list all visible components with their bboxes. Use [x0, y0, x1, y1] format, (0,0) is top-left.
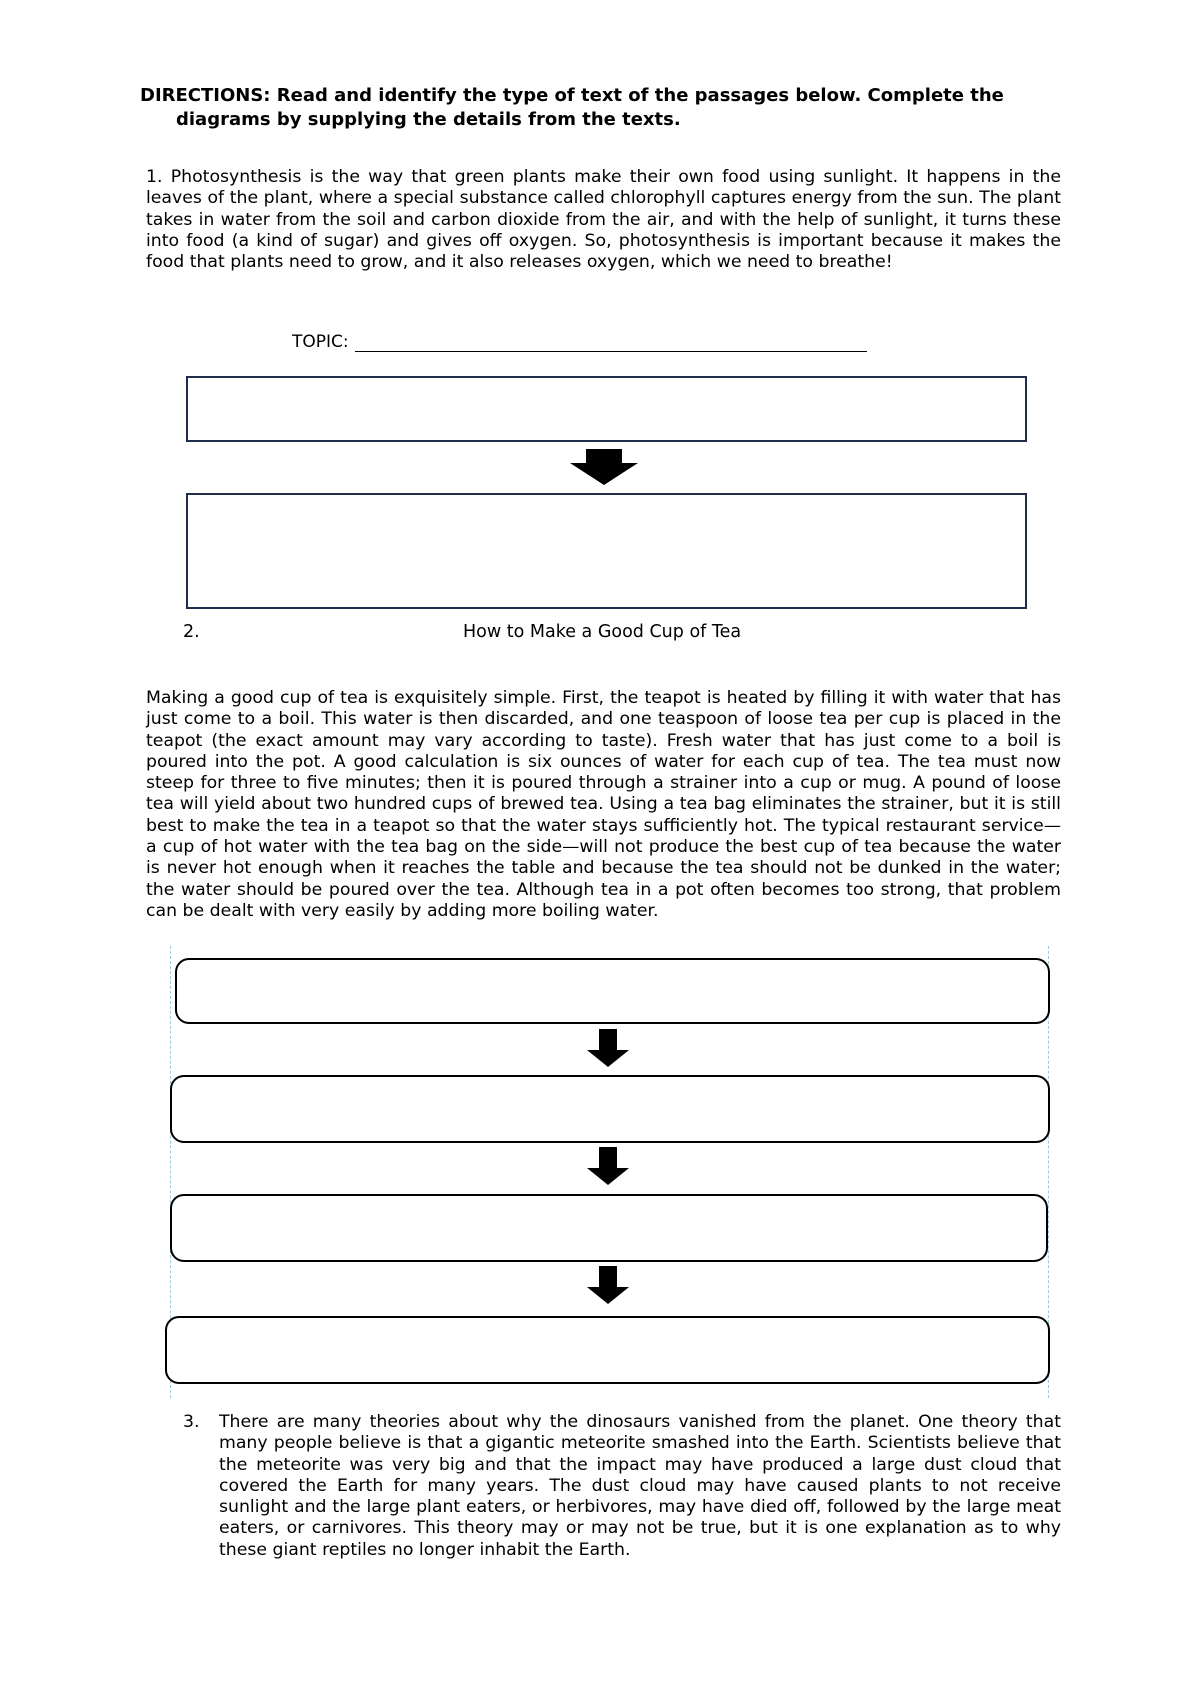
diagram-2-box-2[interactable] [170, 1075, 1050, 1143]
passage-3-text: There are many theories about why the dinosaurs vanished from the planet. One theory that many people believe is that a gigantic meteorite smashed into the Earth. Scientists believe that the meteorite was very big and that the impact may have produced a large dust cloud that covered the Earth for many years. The dust cloud may have caused plants to not receive sunlight and the large plant eaters, or herbivores, may have died off, followed by the large meat eaters, or carnivores. This theory may or may not be true, but it is one explanation as to why these giant reptiles no longer inhabit the Earth. [219, 1412, 1061, 1560]
down-arrow-icon [566, 447, 646, 487]
passage-1-text: Photosynthesis is the way that green plants make their own food using sunlight. It happens in the leaves of the plant, where a special substance called chlorophyll captures energy from the sun. The plant takes in water from the soil and carbon dioxide from the air, and with the help of sunlight, it turns these into food (a kind of sugar) and gives off oxygen. So, photosynthesis is important because it makes the food that plants need to grow, and it also releases oxygen, which we need to breathe! [146, 167, 1061, 273]
passage-2-title: How to Make a Good Cup of Tea [463, 622, 742, 642]
directions [140, 84, 1097, 132]
passage-3-number: 3. [183, 1412, 200, 1432]
down-arrow-icon [585, 1265, 631, 1305]
topic-answer-line[interactable] [355, 333, 867, 352]
diagram-2-box-1[interactable] [175, 958, 1050, 1024]
passage-1-number: 1. [146, 167, 163, 187]
diagram-1-box-2[interactable] [186, 493, 1027, 609]
diagram-2-box-4[interactable] [165, 1316, 1050, 1384]
passage-2-number: 2. [183, 622, 200, 642]
directions-label: DIRECTIONS: [140, 85, 271, 106]
down-arrow-icon [585, 1146, 631, 1186]
passage-1 [146, 167, 1061, 273]
diagram-1-box-1[interactable] [186, 376, 1027, 442]
diagram-2-box-3[interactable] [170, 1194, 1048, 1262]
directions-text: Read and identify the type of text of the passages below. Complete the diagrams by supplying the details from the texts. [176, 85, 1004, 130]
passage-2-text: Making a good cup of tea is exquisitely simple. First, the teapot is heated by filling it with water that has just come to a boil. This water is then discarded, and one teaspoon of loose tea per cup is placed in the teapot (the exact amount may vary according to taste). Fresh water that has just come to a boil is poured into the pot. A good calculation is six ounces of water for each cup of tea. The tea must now steep for three to five minutes; then it is poured through a strainer into a cup or mug. A pound of loose tea will yield about two hundred cups of brewed tea. Using a tea bag eliminates the strainer, but it is still best to make the tea in a teapot so that the water stays sufficiently hot. The typical restaurant service—a cup of hot water with the tea bag on the side—will not produce the best cup of tea because the water is never hot enough when it reaches the table and because the tea should not be dunked in the water; the water should be poured over the tea. Although tea in a pot often becomes too strong, that problem can be dealt with very easily by adding more boiling water. [146, 688, 1061, 921]
down-arrow-icon [585, 1028, 631, 1068]
topic-label: TOPIC: [292, 332, 349, 352]
topic-line [292, 332, 867, 352]
